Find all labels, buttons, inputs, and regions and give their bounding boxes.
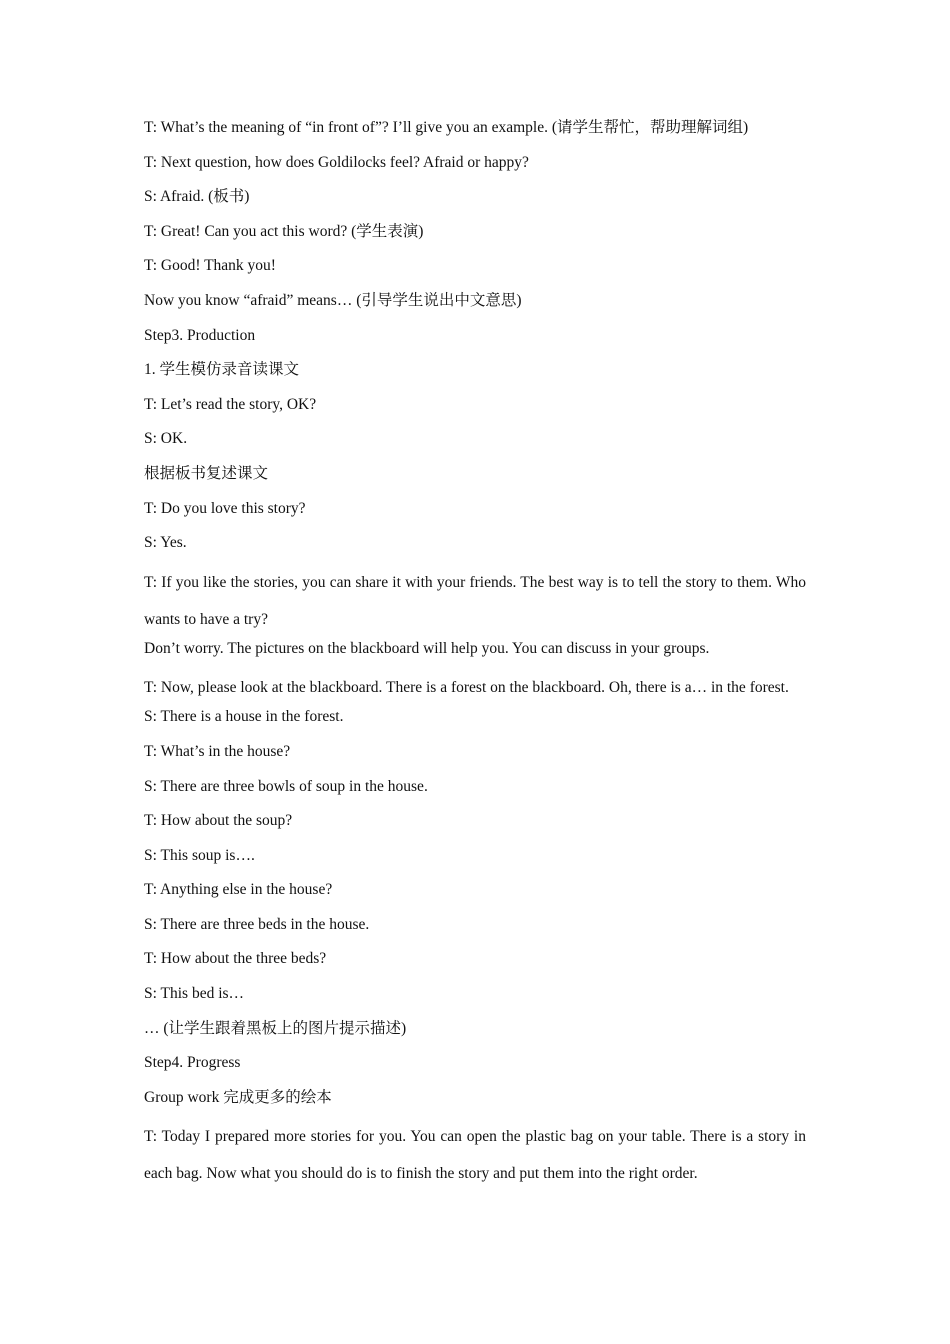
text-line: S: There are three beds in the house. bbox=[144, 915, 370, 933]
text-line: S: Afraid. (板书) bbox=[144, 188, 250, 206]
text-line: Now you know “afraid” means… (引导学生说出中文意思) bbox=[144, 291, 522, 309]
text-line: T: What’s the meaning of “in front of”? I’ll give you an example. (请学生帮忙，帮助理解词组) bbox=[144, 119, 749, 136]
text-line: T: Do you love this story? bbox=[144, 499, 306, 517]
text-line: 1. 学生模仿录音读课文 bbox=[144, 361, 300, 379]
text-line: S: There are three bowls of soup in the house. bbox=[144, 777, 428, 795]
text-line: T: How about the three beds? bbox=[144, 950, 327, 968]
text-line: T: Anything else in the house? bbox=[144, 881, 333, 899]
text-line: S: OK. bbox=[144, 430, 188, 448]
text-line: T: Let’s read the story, OK? bbox=[144, 395, 317, 413]
text-line: S: This bed is… bbox=[144, 985, 245, 1003]
text-line: T: How about the soup? bbox=[144, 812, 293, 830]
text-line: T: Great! Can you act this word? (学生表演) bbox=[144, 222, 424, 240]
text-line: T: What’s in the house? bbox=[144, 742, 291, 760]
section-heading-step4: Step4. Progress bbox=[144, 1054, 241, 1072]
text-line: Group work 完成更多的绘本 bbox=[144, 1088, 332, 1106]
paragraph-more-stories: T: Today I prepared more stories for you. You can open the plastic bag on your table. There is a story in each bag. Now what you should do is to finish the story and put them into the right order. bbox=[144, 1128, 806, 1183]
section-heading-step3: Step3. Production bbox=[144, 326, 256, 344]
lesson-transcript bbox=[144, 114, 806, 1189]
paragraph-share-story: T: If you like the stories, you can share it with your friends. The best way is to tell the story to them. Who wants to have a try? bbox=[144, 573, 806, 628]
text-line: T: Next question, how does Goldilocks feel? Afraid or happy? bbox=[144, 153, 529, 171]
text-line: Don’t worry. The pictures on the blackboard will help you. You can discuss in your groups. bbox=[144, 639, 710, 657]
text-line: 根据板书复述课文 bbox=[144, 464, 269, 482]
text-line: … (让学生跟着黑板上的图片提示描述) bbox=[144, 1019, 407, 1037]
text-line: S: There is a house in the forest. bbox=[144, 708, 344, 726]
text-line: S: This soup is…. bbox=[144, 846, 255, 864]
text-line: S: Yes. bbox=[144, 534, 187, 552]
paragraph-blackboard: T: Now, please look at the blackboard. There is a forest on the blackboard. Oh, there is a… in the forest. bbox=[144, 679, 789, 697]
text-line: T: Good! Thank you! bbox=[144, 257, 276, 275]
